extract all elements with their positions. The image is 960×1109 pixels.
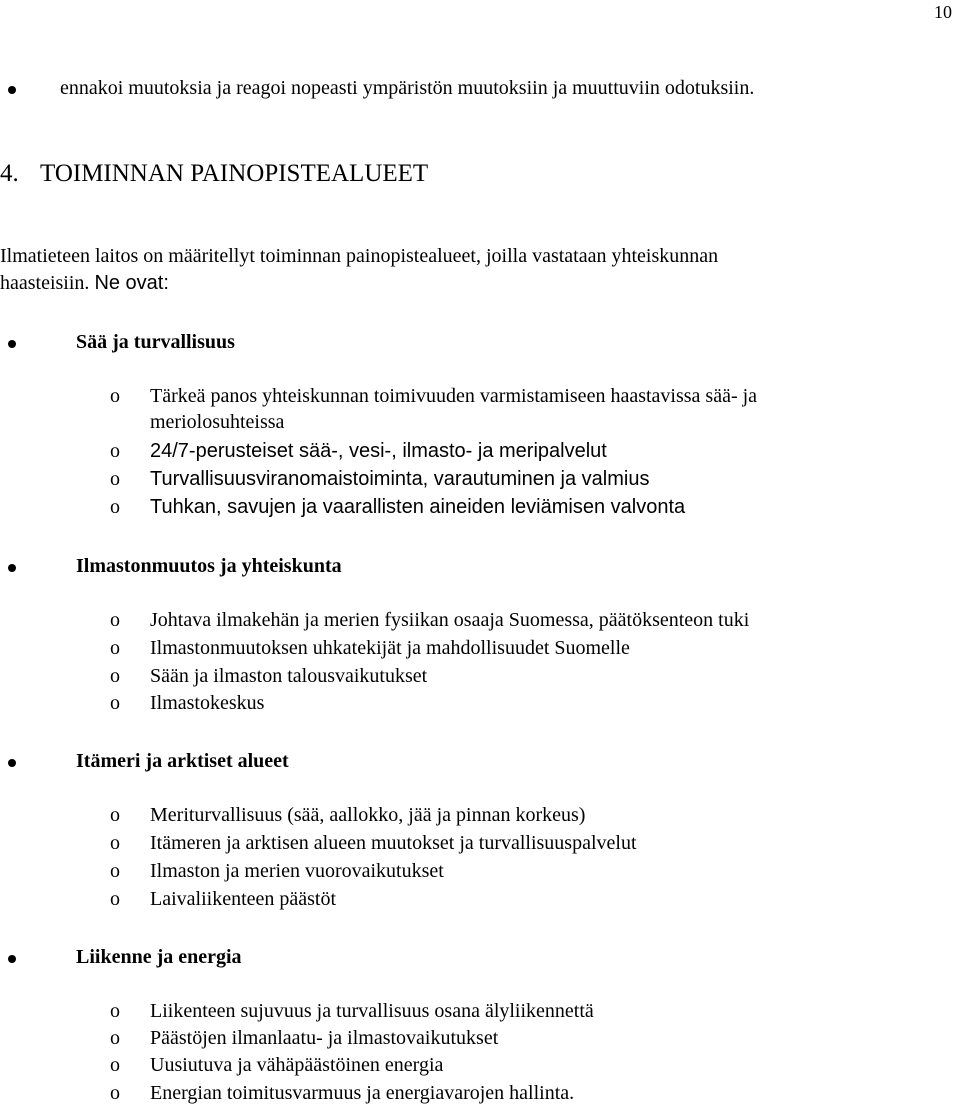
section-4-item: Uusiutuva ja vähäpäästöinen energia — [150, 1054, 444, 1076]
bullet-dot-icon — [8, 564, 16, 572]
sub-bullet-marker: o — [110, 468, 120, 490]
section-1-item: Tärkeä panos yhteiskunnan toimivuuden varmistamiseen haastavissa sää- ja — [150, 385, 758, 407]
bullet-dot-icon — [8, 759, 16, 767]
section-4-item: Päästöjen ilmanlaatu- ja ilmastovaikutukset — [150, 1027, 499, 1049]
bullet-dot-icon — [8, 340, 16, 348]
section-title-3: Itämeri ja arktiset alueet — [76, 750, 289, 772]
section-title-2: Ilmastonmuutos ja yhteiskunta — [76, 555, 342, 577]
section-3-item: Meriturvallisuus (sää, aallokko, jää ja pinnan korkeus) — [150, 804, 586, 826]
section-4-item: Liikenteen sujuvuus ja turvallisuus osana älyliikennettä — [150, 1000, 594, 1022]
sub-bullet-marker: o — [110, 496, 120, 518]
intro-paragraph-line-1: Ilmatieteen laitos on määritellyt toiminnan painopistealueet, joilla vastataan yhteiskunnan — [0, 245, 719, 267]
sub-bullet-marker: o — [110, 665, 120, 687]
sub-bullet-marker: o — [110, 440, 120, 462]
section-2-item: Ilmastonmuutoksen uhkatekijät ja mahdollisuudet Suomelle — [150, 637, 630, 659]
page-number: 10 — [934, 2, 952, 22]
section-2-item: Ilmastokeskus — [150, 692, 265, 714]
sub-bullet-marker: o — [110, 888, 120, 910]
section-3-item: Itämeren ja arktisen alueen muutokset ja turvallisuuspalvelut — [150, 832, 637, 854]
intro-paragraph-line-2-end: Ne ovat: — [94, 272, 169, 294]
sub-bullet-marker: o — [110, 804, 120, 826]
section-1-item: Turvallisuusviranomaistoiminta, varautuminen ja valmius — [150, 468, 650, 490]
intro-bullet-text: ennakoi muutoksia ja reagoi nopeasti ympäristön muutoksiin ja muuttuviin odotuksiin. — [60, 77, 755, 99]
bullet-dot-icon — [8, 955, 16, 963]
section-title-1: Sää ja turvallisuus — [76, 331, 235, 353]
sub-bullet-marker: o — [110, 692, 120, 714]
intro-paragraph-line-2 — [0, 270, 169, 296]
section-2-item: Johtava ilmakehän ja merien fysiikan osaaja Suomessa, päätöksenteon tuki — [150, 609, 750, 631]
bullet-dot-icon — [8, 86, 16, 94]
sub-bullet-marker: o — [110, 832, 120, 854]
sub-bullet-marker: o — [110, 1027, 120, 1049]
intro-paragraph-line-2-start: haasteisiin. — [0, 272, 90, 294]
section-4-item: Energian toimitusvarmuus ja energiavarojen hallinta. — [150, 1082, 575, 1104]
section-1-item: Tuhkan, savujen ja vaarallisten aineiden leviämisen valvonta — [150, 496, 686, 518]
section-2-item: Sään ja ilmaston talousvaikutukset — [150, 665, 428, 687]
section-1-item: 24/7-perusteiset sää-, vesi-, ilmasto- ja meripalvelut — [150, 440, 607, 462]
section-3-item: Ilmaston ja merien vuorovaikutukset — [150, 860, 444, 882]
section-title-4: Liikenne ja energia — [76, 946, 242, 968]
sub-bullet-marker: o — [110, 1082, 120, 1104]
sub-bullet-marker: o — [110, 609, 120, 631]
section-heading-number: 4. — [0, 160, 19, 187]
section-heading-title: TOIMINNAN PAINOPISTEALUEET — [40, 160, 429, 187]
sub-bullet-marker: o — [110, 385, 120, 407]
sub-bullet-marker: o — [110, 1054, 120, 1076]
sub-bullet-marker: o — [110, 637, 120, 659]
section-1-item-continuation: meriolosuhteissa — [150, 411, 285, 433]
sub-bullet-marker: o — [110, 1000, 120, 1022]
sub-bullet-marker: o — [110, 860, 120, 882]
section-3-item: Laivaliikenteen päästöt — [150, 888, 337, 910]
